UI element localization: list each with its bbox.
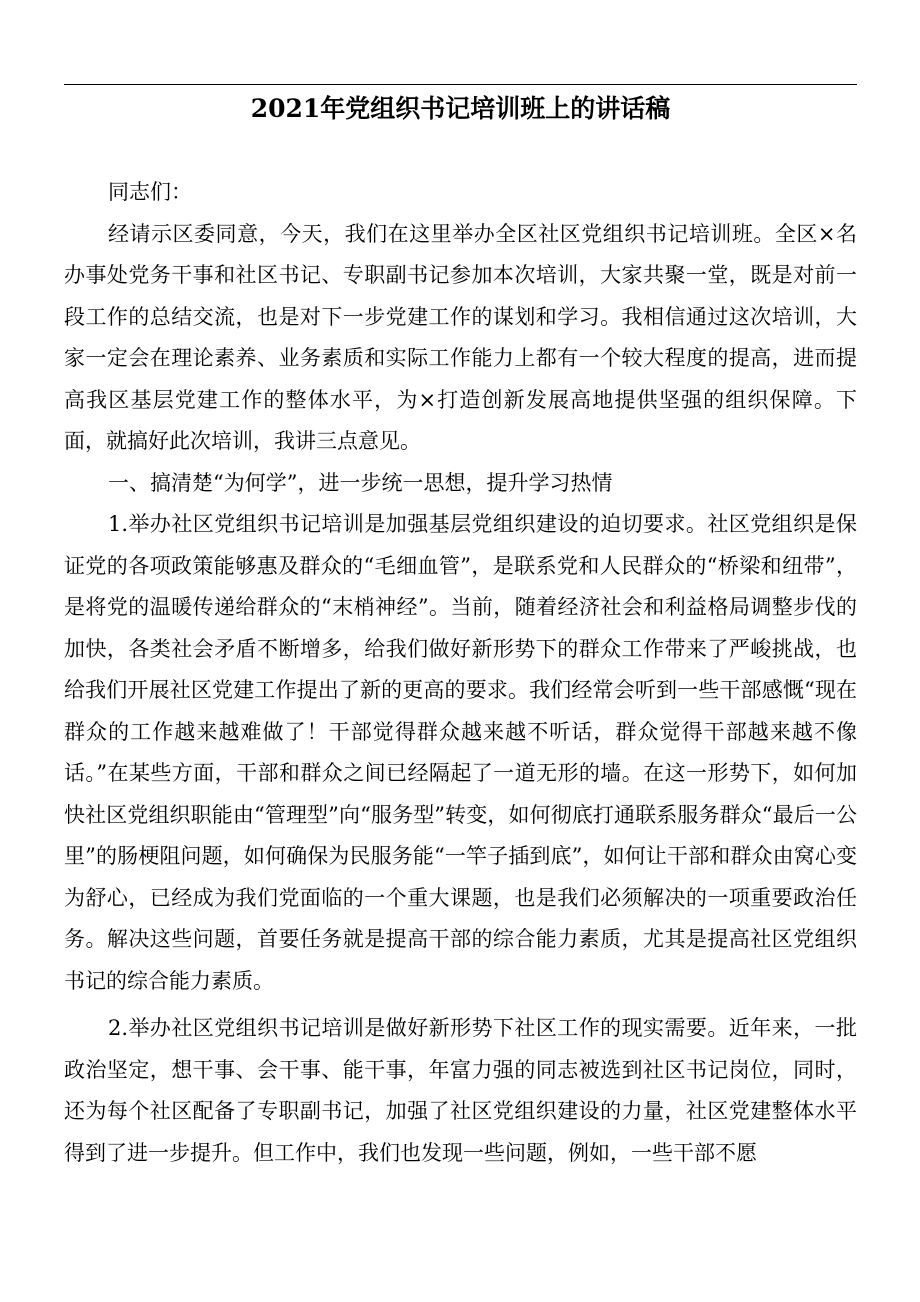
intro-paragraph: 经请示区委同意，今天，我们在这里举办全区社区党组织书记培训班。全区×名办事处党务干事和社区书记、专职副书记参加本次培训，大家共聚一堂，既是对前一段工作的总结交流，也是对下一步党建工作的谋划和学习。我相信通过这次培训，大家一定会在理论素养、业务素质和实际工作能力上都有一个较大程度的提高，进而提高我区基层党建工作的整体水平，为×打造创新发展高地提供坚强的组织保障。下面，就搞好此次培训，我讲三点意见。: [64, 221, 857, 453]
document-title: 2021年党组织书记培训班上的讲话稿: [250, 94, 671, 123]
body-paragraph-1: 1.举办社区党组织书记培训是加强基层党组织建设的迫切要求。社区党组织是保证党的各项政策能够惠及群众的“毛细血管”，是联系党和人民群众的“桥梁和纽带”，是将党的温暖传递给群众的“末梢神经”。当前，随着经济社会和利益格局调整步伐的加快，各类社会矛盾不断增多，给我们做好新形势下的群众工作带来了严峻挑战，也给我们开展社区党建工作提出了新的更高的要求。我们经常会听到一些干部感慨“现在群众的工作越来越难做了！干部觉得群众越来越不听话，群众觉得干部越来越不像话。”在某些方面，干部和群众之间已经隔起了一道无形的墙。在这一形势下，如何加快社区党组织职能由“管理型”向“服务型”转变，如何彻底打通联系服务群众“最后一公里”的肠梗阻问题，如何确保为民服务能“一竿子插到底”，如何让干部和群众由窝心变为舒心，已经成为我们党面临的一个重大课题，也是我们必须解决的一项重要政治任务。解决这些问题，首要任务就是提高干部的综合能力素质，尤其是提高社区党组织书记的综合能力素质。: [64, 512, 857, 993]
document-body: [64, 172, 857, 1174]
salutation: 同志们：: [108, 180, 192, 204]
body-paragraph-2: 2.举办社区党组织书记培训是做好新形势下社区工作的现实需要。近年来，一批政治坚定，想干事、会干事、能干事，年富力强的同志被选到社区书记岗位，同时，还为每个社区配备了专职副书记，加强了社区党组织建设的力量，社区党建整体水平得到了进一步提升。但工作中，我们也发现一些问题，例如，一些干部不愿: [64, 1016, 857, 1165]
header-rule: [64, 84, 857, 85]
section-heading-1: 一、搞清楚“为何学”，进一步统一思想，提升学习热情: [108, 470, 613, 495]
